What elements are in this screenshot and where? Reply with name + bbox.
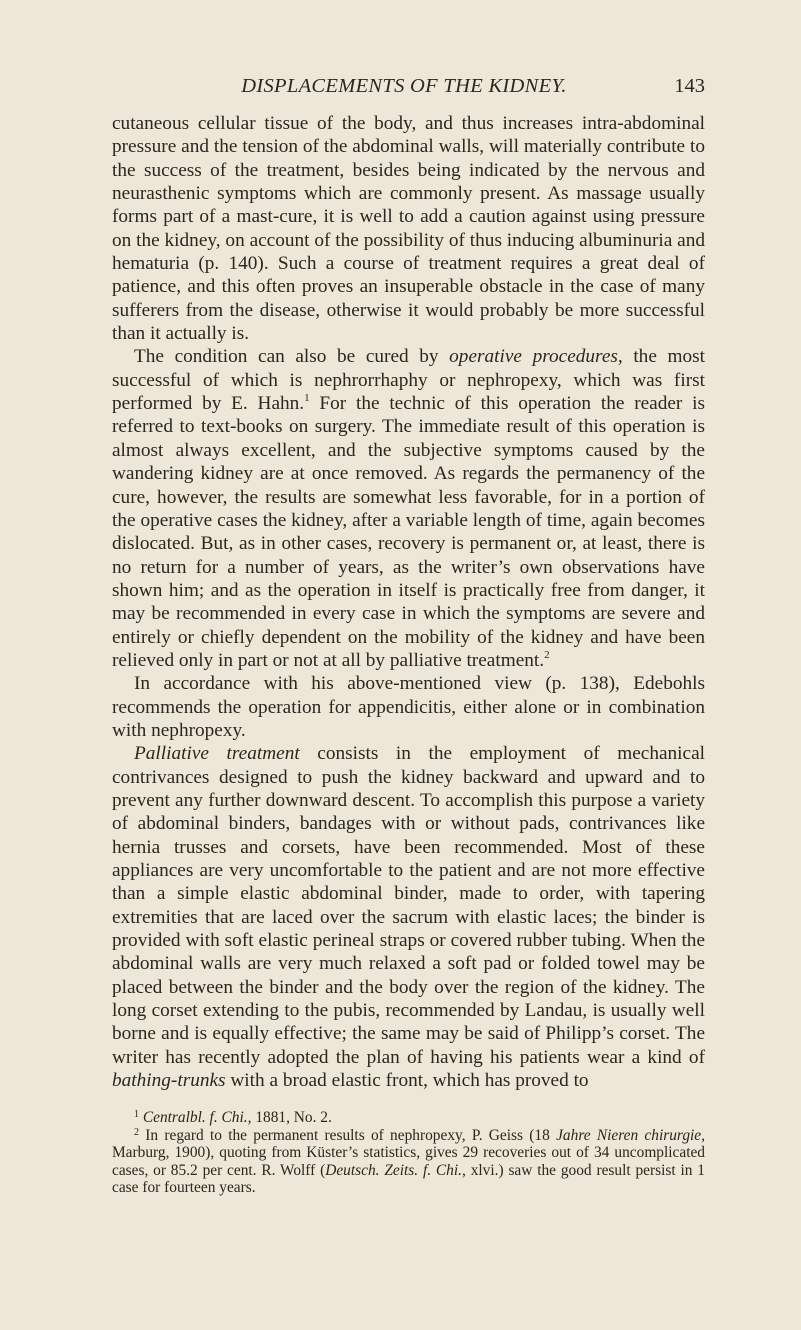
paragraph: cutaneous cellular tissue of the body, and thus increases intra-abdominal pressure and the tension of the abdominal walls, will materially contribute to the success of the treatment, besides being indicated by the nervous and neurasthenic symptoms which are commonly present. As massage usually forms part of a mast-cure, it is well to add a caution against using pressure on the kidney, on account of the possibility of thus inducing albuminuria and hematuria (p. 140). Such a course of treatment requires a great deal of patience, and this often proves an insuperable obstacle in the case of many sufferers from the disease, otherwise it would probably be more successful than it actually is. (112, 113, 705, 345)
footnote-ref: 2 (544, 648, 550, 661)
footnote: $^2$ In regard to the permanent results of nephropexy, P. Geiss (18 Jahre Nieren chirurgie, Marburg, 1900), quoting from Küster’s statistics, gives 29 recoveries out of 34 uncomplicated cases, or 85.2 per cent. R. Wolff (Deutsch. Zeits. f. Chi., xlvi.) saw the good result persist in 1 case for fourteen years. (112, 1126, 705, 1196)
page-number: 143 (674, 75, 705, 97)
footnotes (112, 1109, 705, 1197)
italic-term: Palliative treatment (134, 743, 300, 765)
paragraph: The condition can also be cured by operative procedures, the most successful of which is nephrorrhaphy or nephropexy, which was first performed by E. Hahn.$^1$ For the technic of this operation the reader is referred to text-books on surgery. The immediate result of this operation is almost always excellent, and the subjective symptoms caused by the wandering kidney are at once removed. As regards the permanency of the cure, however, the results are somewhat less favorable, for in a portion of the operative cases the kidney, after a variable length of time, again becomes dislocated. But, as in other cases, recovery is permanent or, at least, there is no return for a number of years, as the writer’s own observations have shown him; and as the operation in itself is practically free from danger, it may be recommended in every case in which the symptoms are severe and entirely or chiefly dependent on the mobility of the kidney and have been relieved only in part or not at all by palliative treatment.$^2$ (112, 346, 705, 671)
footnote-mark: 2 (134, 1126, 139, 1138)
italic-term: operative procedures, (449, 346, 623, 368)
italic-term: bathing-trunks (112, 1070, 226, 1092)
footnote-mark: 1 (134, 1109, 139, 1120)
footnote-ref: 1 (304, 392, 310, 405)
running-head: DISPLACEMENTS OF THE KIDNEY. (241, 75, 567, 97)
paragraph: In accordance with his above-mentioned view (p. 138), Edebohls recommends the operation for appendicitis, either alone or in combination with nephropexy. (112, 673, 705, 741)
paragraph: Palliative treatment consists in the employment of mechanical contrivances designed to push the kidney backward and upward and to prevent any further downward descent. To accomplish this purpose a variety of abdominal binders, bandages with or without pads, contrivances like hernia trusses and corsets, have been recommended. Most of these appliances are very uncomfortable to the patient and are not more effective than a simple elastic abdominal binder, made to order, with tapering extremities that are laced over the sacrum with elastic laces; the binder is provided with soft elastic perineal straps or covered rubber tubing. When the abdominal walls are very much relaxed a soft pad or folded towel may be placed between the binder and the body over the region of the kidney. The long corset extending to the pubis, recommended by Landau, is usually well borne and is equally effective; the same may be said of Philipp’s corset. The writer has recently adopted the plan of having his patients wear a kind of bathing-trunks with a broad elastic front, which has proved to (112, 743, 705, 1092)
footnote: $^1$ Centralbl. f. Chi., 1881, No. 2. (134, 1109, 332, 1126)
body-text (112, 112, 705, 1092)
